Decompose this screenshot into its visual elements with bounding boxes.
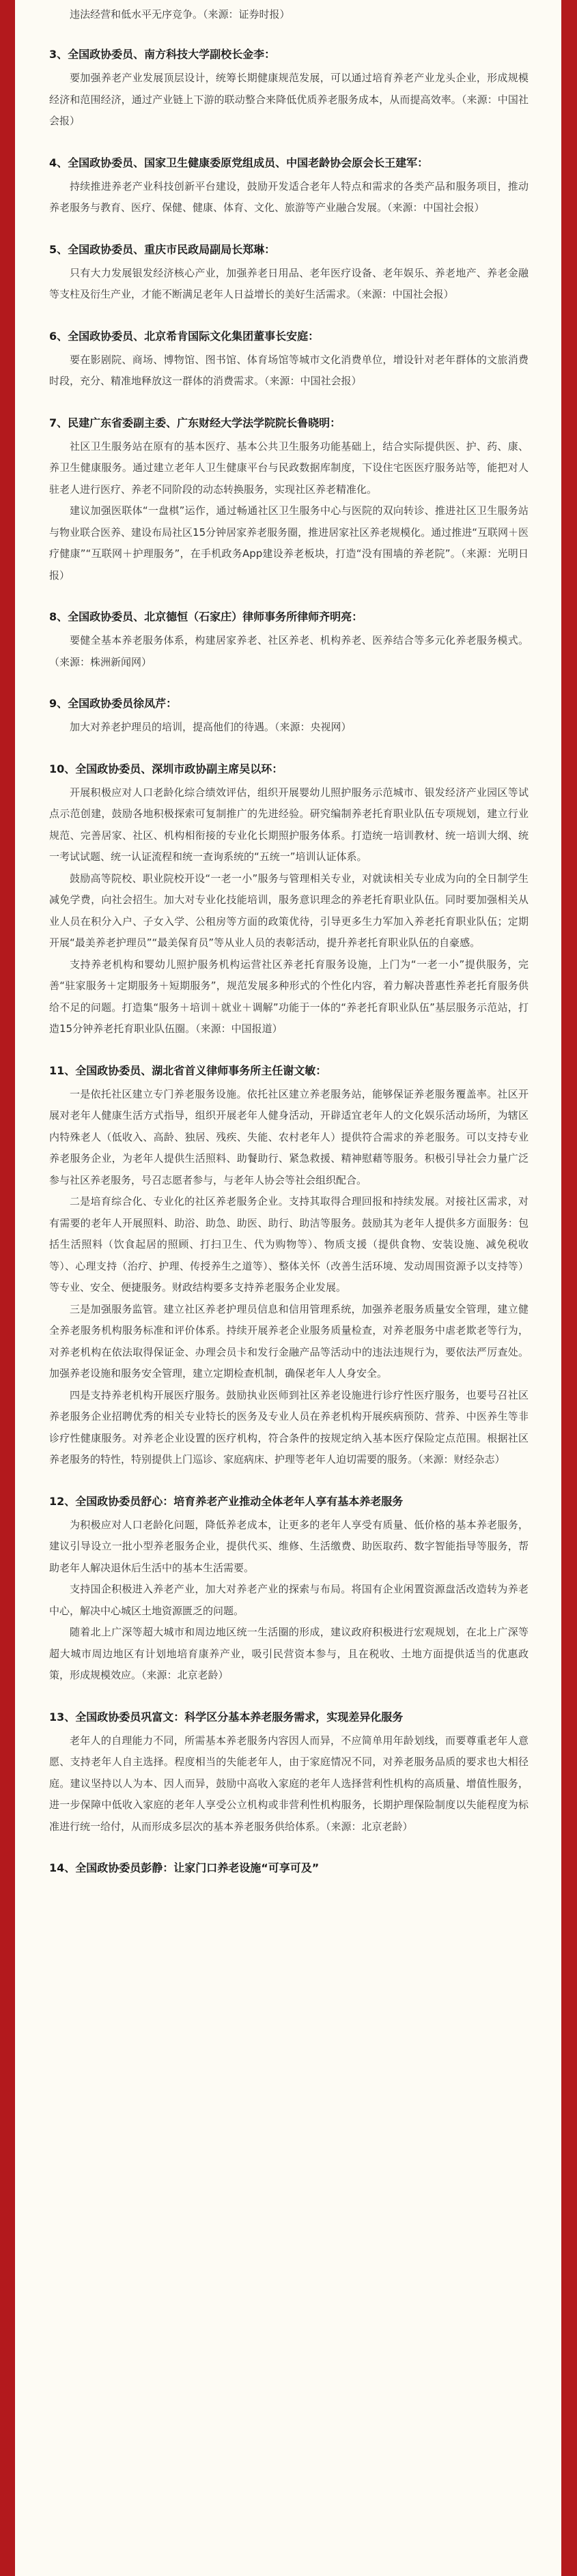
entry-number: 4、 <box>49 156 68 169</box>
entry-title <box>49 154 529 172</box>
entry-paragraph: 鼓励高等院校、职业院校开设“一老一小”服务与管理相关专业，对就读相关专业成为向的全日制学生减免学费，向社会招生。加大对专业化技能培训，服务意识理念的养老托育职业队伍。同时要加强相关从业人员在积分入户、子女入学、公租房等方面的政策优待，引导更多生力军加入养老托育职业队伍；定期开展“最美养老护理员”“最美保育员”等从业人员的表彰活动，提升养老托育职业队伍的自豪感。 <box>49 872 529 949</box>
entry-number: 6、 <box>49 329 68 343</box>
entry-title <box>49 1859 529 1877</box>
entry-paragraph: 要健全基本养老服务体系，构建居家养老、社区养老、机构养老、医养结合等多元化养老服务模式。（来源：株洲新闻网） <box>49 634 529 668</box>
entry-title <box>49 1708 529 1726</box>
entry-section <box>49 241 529 306</box>
entry-title <box>49 1493 529 1511</box>
entry-paragraph: 只有大力发展银发经济核心产业，加强养老日用品、老年医疗设备、老年娱乐、养老地产、养老金融等支柱及衍生产业，才能不断满足老年人日益增长的美好生活需求。（来源：中国社会报） <box>49 266 529 300</box>
entry-title <box>49 328 529 345</box>
entry-title <box>49 695 529 713</box>
entry-paragraph: 持续推进养老产业科技创新平台建设，鼓励开发适合老年人特点和需求的各类产品和服务项目，推动养老服务与教育、医疗、保健、健康、体育、文化、旅游等产业融合发展。（来源：中国社会报） <box>49 180 529 214</box>
entry-paragraph: 建议加强医联体“一盘棋”运作，通过畅通社区卫生服务中心与医院的双向转诊、推进社区卫生服务站与物业联合医养、建设布局社区15分钟居家养老服务圈，推进居家社区养老规模化。通过推进“互联网＋医疗健康”“互联网＋护理服务”，在手机政务App建设养老板块，打造“没有围墙的养老院”。（来源：光明日报） <box>49 504 529 582</box>
entry-paragraph: 支持养老机构和婴幼儿照护服务机构运营社区养老托育服务设施，上门为“一老一小”提供服务，完善“驻家服务＋定期服务＋短期服务”，规范发展多种形式的个性化内容，着力解决普惠性养老托育服务供给不足的问题。打造集“服务＋培训＋就业＋调解”功能于一体的“养老托育职业队伍”基层服务示范站，打造15分钟养老托育职业队伍圈。（来源：中国报道） <box>49 958 529 1035</box>
entry-title <box>49 760 529 778</box>
entry-heading-text: 民建广东省委副主委、广东财经大学法学院院长鲁晓明： <box>68 416 341 429</box>
entry-number: 3、 <box>49 48 68 61</box>
entry-section <box>49 608 529 673</box>
entry-heading-text: 全国政协委员巩富文：科学区分基本养老服务需求，实现差异化服务 <box>75 1710 404 1723</box>
intro-tail-text: 违法经营和低水平无序竞争。（来源：证券时报） <box>70 8 290 20</box>
entry-paragraph: 一是依托社区建立专门养老服务设施。依托社区建立养老服务站，能够保证养老服务覆盖率。社区开展对老年人健康生活方式指导，组织开展老年人健身活动，开辟适宜老年人的文化娱乐活动场所，为辖区内特殊老人（低收入、高龄、独居、残疾、失能、农村老年人）提供符合需求的养老服务。可以支持专业养老服务企业，为老年人提供生活照料、助餐助行、紧急救援、精神慰藉等服务。积极引导社会力量广泛参与社区养老服务，号召志愿者参与，与老年人协会等社会组织配合。 <box>49 1087 529 1186</box>
entry-number: 12、 <box>49 1494 76 1508</box>
entry-section <box>49 1859 529 1877</box>
entry-paragraph: 要在影剧院、商场、博物馆、图书馆、体育场馆等城市文化消费单位，增设针对老年群体的文旅消费时段，充分、精准地释放这一群体的消费需求。（来源：中国社会报） <box>49 353 529 387</box>
entry-heading-text: 全国政协委员、国家卫生健康委原党组成员、中国老龄协会原会长王建军： <box>68 156 429 169</box>
entry-paragraph: 要加强养老产业发展顶层设计，统筹长期健康规范发展，可以通过培育养老产业龙头企业，形成规模经济和范围经济，通过产业链上下游的联动整合来降低优质养老服务成本，从而提高效率。（来源：中国社会报） <box>49 72 529 127</box>
entry-section <box>49 1493 529 1687</box>
entries-list <box>49 46 529 1877</box>
entry-heading-text: 全国政协委员、南方科技大学副校长金李： <box>68 48 276 61</box>
entry-heading-text: 全国政协委员徐凤芹： <box>68 697 178 710</box>
entry-title <box>49 241 529 259</box>
entry-paragraph: 开展积极应对人口老龄化综合绩效评估，组织开展婴幼儿照护服务示范城市、银发经济产业园区等试点示范创建，鼓励各地积极探索可复制推广的先进经验。研究编制养老托育职业队伍专项规划，建立行业规范、完善居家、社区、机构相衔接的专业化长期照护服务体系。打造统一培训教材、统一培训大纲、统一考试试题、统一认证流程和统一查询系统的“五统一”培训认证体系。 <box>49 786 529 863</box>
entry-paragraph: 加大对养老护理员的培训，提高他们的待遇。（来源：央视网） <box>70 721 352 733</box>
entry-paragraph: 四是支持养老机构开展医疗服务。鼓励执业医师到社区养老设施进行诊疗性医疗服务，也要号召社区养老服务企业招聘优秀的相关专业特长的医务及专业人员在养老机构开展疾病预防、营养、中医养生等非诊疗性健康服务。对养老企业设置的医疗机构，符合条件的按规定纳入基本医疗保险定点范围。根据社区养老服务的特性，特别提供上门巡诊、家庭病床、护理等老年人迫切需要的服务。（来源：财经杂志） <box>49 1388 529 1465</box>
entry-section <box>49 414 529 587</box>
entry-section <box>49 46 529 132</box>
entry-section <box>49 760 529 1040</box>
entry-number: 8、 <box>49 610 68 623</box>
entry-paragraph: 三是加强服务监管。建立社区养老护理员信息和信用管理系统，加强养老服务质量安全管理，建立健全养老服务机构服务标准和评价体系。持续开展养老企业服务质量检查，对养老服务中虐老欺老等行为，对养老机构在依法取得保证金、办理会员卡和发行金融产品等活动中的违法违规行为，要依法严厉查处。加强养老设施和服务安全管理，建立定期检查机制，确保老年人人身安全。 <box>49 1302 529 1379</box>
article-page <box>15 0 561 2576</box>
entry-heading-text: 全国政协委员、重庆市民政局副局长郑琳： <box>68 242 276 256</box>
entry-heading-text: 全国政协委员彭静：让家门口养老设施“可享可及” <box>75 1861 320 1874</box>
entry-number: 13、 <box>49 1710 76 1723</box>
entry-section <box>49 1708 529 1838</box>
entry-title <box>49 46 529 63</box>
entry-number: 9、 <box>49 697 68 710</box>
entry-number: 11、 <box>49 1063 76 1077</box>
entry-paragraph: 为积极应对人口老龄化问题，降低养老成本，让更多的老年人享受有质量、低价格的基本养老服务，建议引导设立一批小型养老服务企业，提供代买、维修、生活缴费、助医取药、数字智能指导等服务，帮助老年人解决退休后生活中的基本生活需要。 <box>49 1518 529 1574</box>
entry-heading-text: 全国政协委员、深圳市政协副主席吴以环： <box>75 762 283 775</box>
entry-paragraph: 老年人的自理能力不同，所需基本养老服务内容因人而异，不应简单用年龄划线，而要尊重老年人意愿、支持老年人自主选择。程度相当的失能老年人，由于家庭情况不同，对养老服务品质的要求也大相径庭。建议坚持以人为本、因人而异，鼓励中高收入家庭的老年人选择营利性机构的高质量、增值性服务，进一步保障中低收入家庭的老年人享受公立机构或非营利性机构服务，长期护理保险制度以失能程度为标准进行统一给付，从而形成多层次的基本养老服务供给体系。（来源：北京老龄） <box>49 1734 529 1833</box>
entry-number: 10、 <box>49 762 76 775</box>
entry-number: 7、 <box>49 416 68 429</box>
entry-paragraph: 社区卫生服务站在原有的基本医疗、基本公共卫生服务功能基础上，结合实际提供医、护、药、康、养卫生健康服务。通过建立老年人卫生健康平台与民政数据库制度，下设住宅医医疗服务站等，能把对人驻老人进行医疗、养老不同阶段的动态转换服务，实现社区养老精准化。 <box>49 440 529 496</box>
entry-section <box>49 328 529 392</box>
entry-heading-text: 全国政协委员、湖北省首义律师事务所主任谢文敏： <box>75 1063 327 1077</box>
entry-heading-text: 全国政协委员、北京德恒（石家庄）律师事务所律师齐明亮： <box>68 610 363 623</box>
entry-heading-text: 全国政协委员、北京希肯国际文化集团董事长安庭： <box>68 329 320 343</box>
entry-heading-text: 全国政协委员舒心：培育养老产业推动全体老年人享有基本养老服务 <box>75 1494 404 1508</box>
entry-paragraph: 支持国企积极进入养老产业，加大对养老产业的探索与布局。将国有企业闲置资源盘活改造转为养老中心，解决中心城区土地资源匮乏的问题。 <box>49 1583 529 1617</box>
entry-paragraph: 二是培育综合化、专业化的社区养老服务企业。支持其取得合理回报和持续发展。对接社区需求，对有需要的老年人开展照料、助浴、助急、助医、助行、助洁等服务。鼓励其为老年人提供多方面服务：包括生活照料（饮食起居的照顾、打扫卫生、代为购物等）、物质支援（提供食物、安装设施、减免税收等）、心理支持（治疗、护理、传授养生之道等）、整体关怀（改善生活环境、发动周围资源予以支持等）等专业、安全、便捷服务。财政结构要多支持养老服务企业发展。 <box>49 1195 529 1293</box>
entry-title <box>49 608 529 626</box>
entry-title <box>49 414 529 432</box>
entry-section <box>49 1062 529 1471</box>
entry-paragraph: 随着北上广深等超大城市和周边地区统一生活圈的形成，建议政府积极进行宏观规划，在北上广深等超大城市周边地区有计划地培育康养产业，吸引民营资本参与，且在税收、土地方面提供适当的优惠政策，形成规模效应。（来源：北京老龄） <box>49 1626 529 1681</box>
entry-title <box>49 1062 529 1080</box>
entry-number: 14、 <box>49 1861 76 1874</box>
entry-number: 5、 <box>49 242 68 256</box>
entry-section <box>49 695 529 739</box>
entry-section <box>49 154 529 219</box>
